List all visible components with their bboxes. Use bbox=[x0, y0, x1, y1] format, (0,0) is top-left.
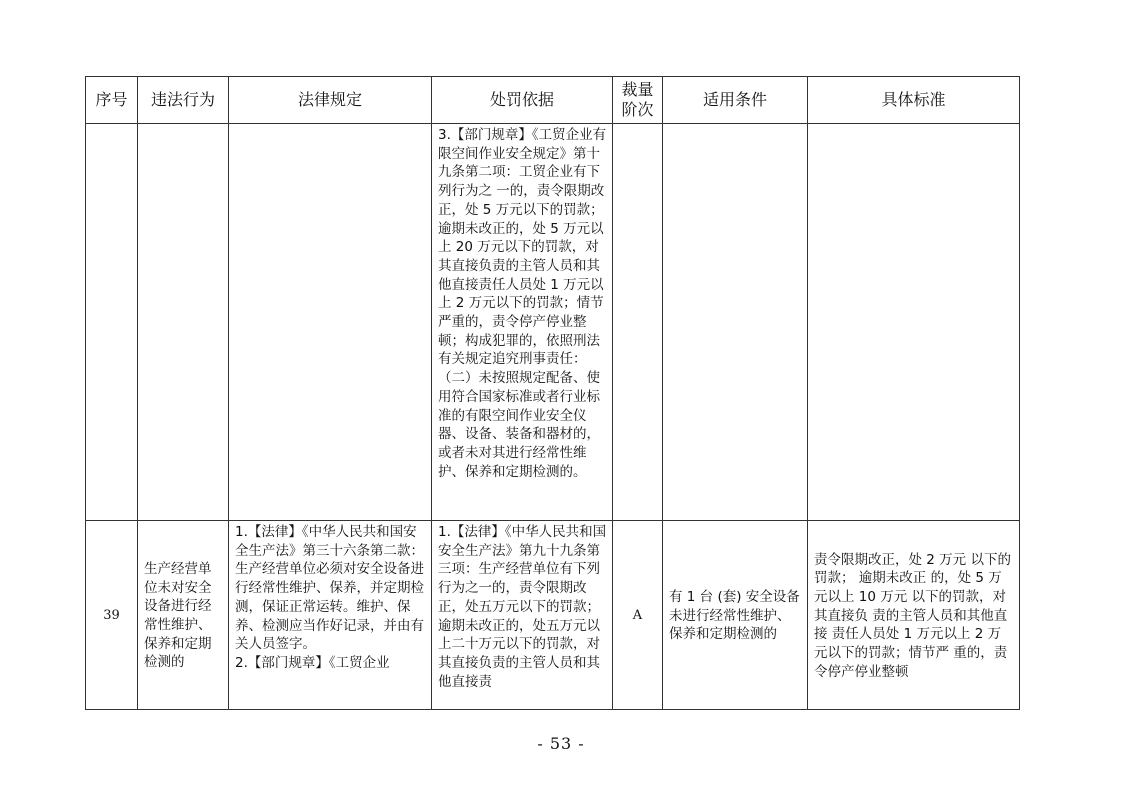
cell-penalty-basis bbox=[432, 521, 613, 710]
cell-serial: 39 bbox=[86, 521, 138, 710]
cell-penalty-basis bbox=[432, 124, 613, 521]
cell-level: A bbox=[613, 521, 663, 710]
cell-law bbox=[229, 124, 432, 521]
cell-standard bbox=[808, 124, 1020, 521]
header-condition: 适用条件 bbox=[663, 77, 808, 124]
header-penalty-basis: 处罚依据 bbox=[432, 77, 613, 124]
header-violation: 违法行为 bbox=[138, 77, 229, 124]
violation-text: 生产经营单位未对安全设备进行经常性维护、保养和定期检测的 bbox=[144, 560, 212, 671]
header-standard: 具体标准 bbox=[808, 77, 1020, 124]
header-row bbox=[86, 77, 1020, 124]
cell-condition bbox=[663, 124, 808, 521]
header-law: 法律规定 bbox=[229, 77, 432, 124]
law-text: 1.【法律】《中华人民共和国安全生产法》第三十六条第二款：生产经营单位必须对安全设备进行经常性维护、保养，并定期检测，保证正常运转。维护、保养、检测应当作好记录，并由有关人员签字。 2.【部门规章】《工贸企业 bbox=[235, 524, 424, 671]
table-row bbox=[86, 521, 1020, 710]
cell-condition bbox=[663, 521, 808, 710]
condition-text: 有 1 台 (套) 安全设备未进行经常性维护、保养和定期检测的 bbox=[669, 588, 800, 643]
penalty-table bbox=[85, 76, 1020, 710]
page-number: - 53 - bbox=[537, 734, 585, 753]
cell-violation bbox=[138, 521, 229, 710]
standard-text: 责令限期改正，处 2 万元 以下的罚款； 逾期未改正 的，处 5 万元以上 10 万元 以下的罚款，对其直接负 责的主管人员和其他直接 责任人员处 1 万元以上 2 万元以下的罚款；情节严 重的，责令停产停业整顿 bbox=[814, 551, 1011, 680]
header-level: 裁量 阶次 bbox=[613, 77, 663, 124]
cell-level bbox=[613, 124, 663, 521]
cell-violation bbox=[138, 124, 229, 521]
header-serial: 序号 bbox=[86, 77, 138, 124]
cell-standard bbox=[808, 521, 1020, 710]
cell-serial bbox=[86, 124, 138, 521]
cell-law bbox=[229, 521, 432, 710]
penalty-basis-text: 1.【法律】《中华人民共和国安全生产法》第九十九条第三项：生产经营单位有下列行为之一的，责令限期改正，处五万元以下的罚款；逾期未改正的，处五万元以上二十万元以下的罚款，对其直接负责的主管人员和其他直接责 bbox=[438, 524, 607, 690]
penalty-basis-text: 3.【部门规章】《工贸企业有限空间作业安全规定》第十九条第二项：工贸企业有下列行为之 一的，责令限期改正，处 5 万元以下的罚款；逾期未改正的，处 5 万元以上 20 万元以下的罚款，对其直接负责的主管人员和其他直接责任人员处 1 万元以上 2 万元以下的罚款；情节严重的，责令停产停业整顿；构成犯罪的，依照刑法有关规定追究刑事责任：（二）未按照规定配备、使用符合国家标准或者行业标准的有限空间作业安全仪器、设备、装备和器材的，或者未对其进行经常性维护、保养和定期检测的。 bbox=[438, 127, 607, 480]
table-row bbox=[86, 124, 1020, 521]
